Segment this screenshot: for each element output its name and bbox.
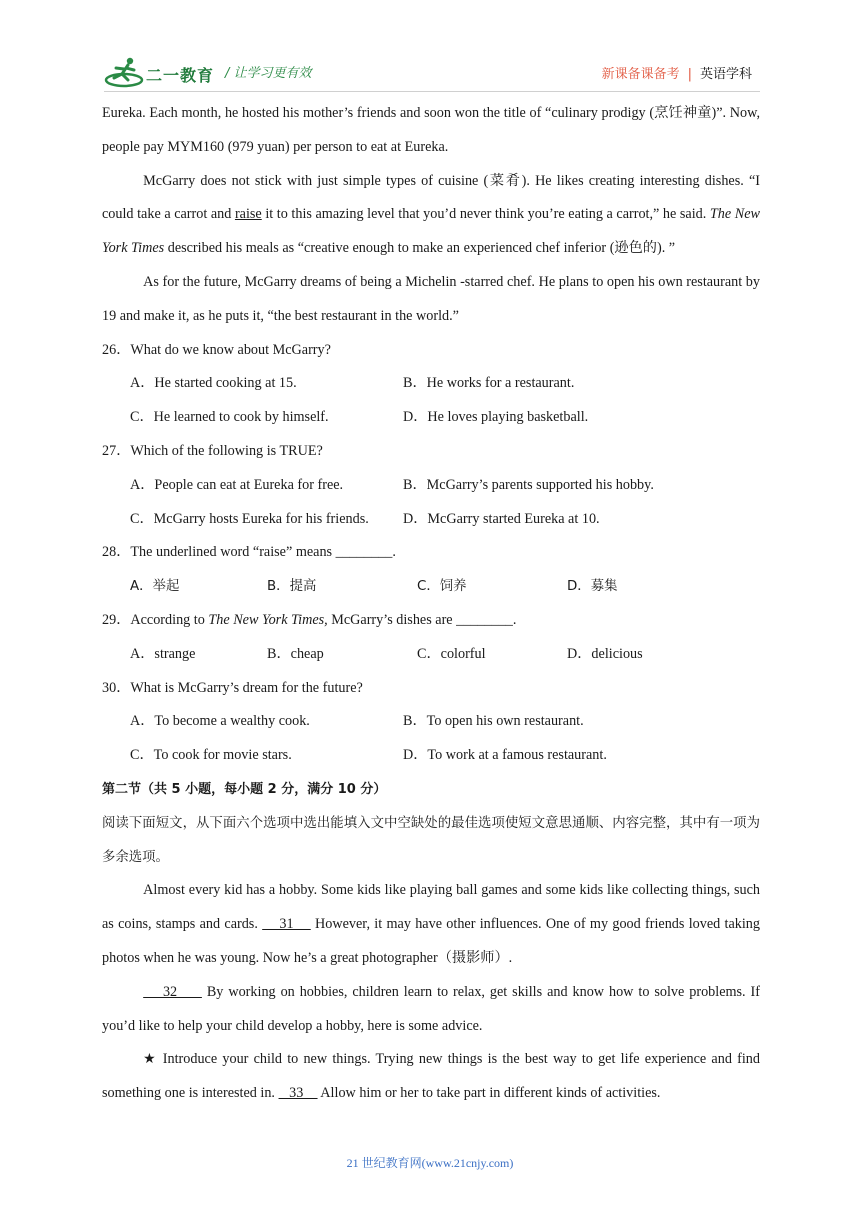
p2-3-text-b: Allow him or her to take part in different kinds of activities. (317, 1085, 661, 1102)
q30-option-c: C．To cook for movie stars. (130, 747, 292, 764)
q30-option-a: A．To become a wealthy cook. (130, 713, 310, 730)
q26-options-row1 (102, 367, 760, 401)
document-body (102, 97, 760, 1111)
q30-option-b: B．To open his own restaurant. (403, 713, 584, 730)
blank-33: 33 (278, 1085, 318, 1102)
blank-31: 31 (262, 916, 311, 933)
q26-option-c: C．He learned to cook by himself. (130, 409, 329, 426)
q29-option-d: D．delicious (567, 645, 643, 662)
question-26: 26．What do we know about McGarry? (102, 341, 331, 358)
section2-title: 第二节（共 5 小题，每小题 2 分，满分 10 分） (102, 781, 387, 797)
q26-option-d: D．He loves playing basketball. (403, 409, 589, 426)
question-30: 30．What is McGarry’s dream for the future? (102, 679, 363, 696)
underlined-word-raise: raise (234, 206, 262, 223)
q26-option-b: B．He works for a restaurant. (403, 375, 575, 392)
q29-option-c: C．colorful (417, 645, 486, 662)
q28-option-b: B．提高 (267, 579, 317, 595)
q29-stem-a: 29．According to (102, 611, 209, 628)
header-tag-subject: 英语学科 (699, 67, 752, 82)
q27-option-c: C．McGarry hosts Eureka for his friends. (130, 510, 369, 527)
question-28: 28．The underlined word “raise” means ________. (102, 544, 396, 561)
q26-option-a: A．He started cooking at 15. (130, 375, 297, 392)
passage1-paragraph-3: As for the future, McGarry dreams of being a Michelin -starred chef. He plans to open his own restaurant by 19 and make it, as he puts it, “the best restaurant in the world.” (102, 273, 760, 324)
header-subject (602, 63, 752, 82)
page-header (0, 0, 860, 100)
q29-option-a: A．strange (130, 645, 196, 662)
header-divider (104, 91, 760, 92)
passage1-paragraph-2 (102, 165, 760, 266)
q30-option-d: D．To work at a famous restaurant. (403, 747, 607, 764)
p2-2-text: By working on hobbies, children learn to relax, get skills and know how to solve problems. If you’d like to help your child develop a hobby, here is some advice. (102, 983, 760, 1034)
logo-text: 二一教育 (146, 66, 215, 85)
q28-option-d: D．募集 (567, 579, 618, 595)
q27-option-b: B．McGarry’s parents supported his hobby. (403, 476, 654, 493)
q30-options-row2 (102, 739, 760, 773)
q29-option-b: B．cheap (267, 645, 324, 662)
slogan: / 让学习更有效 (225, 66, 312, 81)
blank-32: 32 (143, 983, 202, 1000)
header-separator: | (687, 67, 692, 82)
p2-italic-source: The New York Times (102, 206, 760, 257)
q27-option-a: A．People can eat at Eureka for free. (130, 476, 344, 493)
q30-options-row1 (102, 705, 760, 739)
question-27: 27．Which of the following is TRUE? (102, 442, 323, 459)
section2-instruction: 阅读下面短文，从下面六个选项中选出能填入文中空缺处的最佳选项使短文意思通顺、内容完整，其中有一项为多余选项。 (102, 815, 760, 865)
q27-options-row2 (102, 503, 760, 537)
p2-text-c: described his meals as “creative enough to make an experienced chef inferior (逊色的). ” (164, 240, 676, 257)
q27-options-row1 (102, 469, 760, 503)
q29-options (102, 638, 760, 672)
passage2-paragraph-1 (102, 874, 760, 975)
p2-text-b: it to this amazing level that you’d never think you’re eating a carrot,” he said. (261, 206, 710, 223)
p2-3-text-a: ★ Introduce your child to new things. Trying new things is the best way to get life experience and find something one is interested in. (102, 1051, 760, 1102)
passage2-paragraph-2 (102, 976, 760, 1044)
passage1-paragraph-1: Eureka. Each month, he hosted his mother’s friends and soon won the title of “culinary prodigy (烹饪神童)”. Now, people pay MYM160 (979 yuan) per person to eat at Eureka. (102, 105, 760, 155)
question-29 (102, 604, 760, 638)
header-tag-prep: 新课备课备考 (601, 67, 680, 82)
q27-option-d: D．McGarry started Eureka at 10. (403, 510, 600, 527)
q28-options (102, 570, 760, 604)
q29-stem-b: McGarry’s dishes are ________. (327, 611, 517, 628)
q26-options-row2 (102, 401, 760, 435)
p2-1-text-a: Almost every kid has a hobby. Some kids like playing ball games and some kids like collecting things, such as coins, stamps and cards. (102, 882, 760, 933)
passage2-paragraph-3 (102, 1043, 760, 1111)
q28-option-c: C．饲养 (417, 579, 467, 595)
p2-1-text-b: However, it may have other influences. One of my good friends loved taking photos when he was young. Now he’s a great photographer（摄影师）. (102, 916, 760, 966)
q29-stem-italic: The New York Times, (208, 611, 328, 628)
p2-text-a: McGarry does not stick with just simple types of cuisine (菜肴). He likes creating interesting dishes. “I could take a carrot and (102, 172, 760, 223)
q28-option-a: A．举起 (130, 579, 180, 595)
page-footer: 21 世纪教育网(www.21cnjy.com) (346, 1156, 514, 1170)
